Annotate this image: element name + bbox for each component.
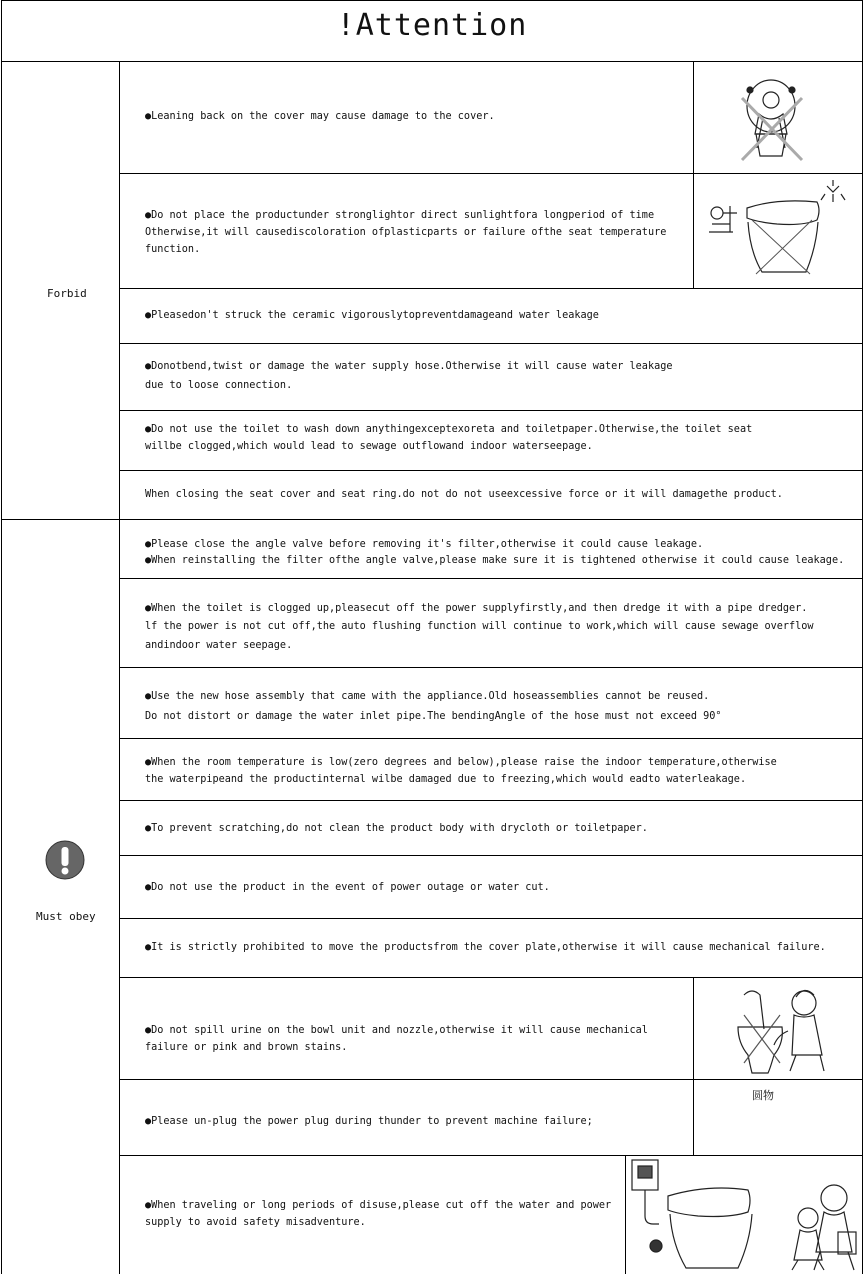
forbid-row-1-line-1: Otherwise,it will causediscoloration ofplasticparts or failure ofthe seat temperature <box>145 227 667 238</box>
image-column-divider <box>625 1155 626 1274</box>
section-divider <box>1 519 863 520</box>
obey-row-9-line-1: supply to avoid safety misadventure. <box>145 1217 366 1228</box>
forbid-row-divider <box>119 343 863 344</box>
forbid-row-divider <box>119 470 863 471</box>
obey-row-2-line-0: ●Use the new hose assembly that came with the appliance.Old hoseassemblies cannot be reused. <box>145 691 710 702</box>
obey-row-divider <box>119 578 863 579</box>
unplug-and-travel-illustration <box>628 1158 860 1272</box>
obey-row-0-line-0: ●Please close the angle valve before removing it's filter,otherwise it could cause leakage. <box>145 539 704 550</box>
forbid-row-5-line-0: When closing the seat cover and seat ring.do not do not useexcessive force or it will damagethe product. <box>145 489 783 500</box>
outer-left-border <box>1 0 2 1274</box>
obey-row-1-line-1: lf the power is not cut off,the auto flushing function will continue to work,which will cause sewage overflow <box>145 621 814 632</box>
obey-row-divider <box>119 1155 863 1156</box>
forbid-row-divider <box>119 410 863 411</box>
obey-row-divider <box>119 800 863 801</box>
title-divider <box>1 61 863 62</box>
obey-row-divider <box>119 738 863 739</box>
obey-row-2-line-1: Do not distort or damage the water inlet pipe.The bendingAngle of the hose must not exceed 90° <box>145 711 722 722</box>
forbid-row-1-line-0: ●Do not place the productunder stronglightor direct sunlightfora longperiod of time <box>145 210 655 221</box>
forbid-row-1-line-2: function. <box>145 244 201 255</box>
section-label-must-obey: Must obey <box>36 910 96 923</box>
exclamation-circle-icon <box>45 840 85 880</box>
obey-row-divider <box>119 1079 863 1080</box>
obey-row-divider <box>119 977 863 978</box>
sunlight-on-toilet-illustration <box>700 180 850 280</box>
obey-row-divider <box>119 855 863 856</box>
page-title: !Attention <box>336 8 528 43</box>
obey-row-divider <box>119 918 863 919</box>
obey-row-3-line-1: the waterpipeand the productinternal wilbe damaged due to freezing,which would eadto waterleakage. <box>145 774 747 785</box>
obey-row-4-line-0: ●To prevent scratching,do not clean the product body with drycloth or toiletpaper. <box>145 823 648 834</box>
top-border <box>1 0 863 1</box>
forbid-row-3-line-0: ●Donotbend,twist or damage the water supply hose.Otherwise it will cause water leakage <box>145 361 673 372</box>
forbid-row-divider <box>119 173 863 174</box>
obey-row-1-line-2: andindoor water seepage. <box>145 640 293 651</box>
forbid-row-divider <box>119 288 863 289</box>
obey-row-6-line-0: ●It is strictly prohibited to move the productsfrom the cover plate,otherwise it will cause mechanical failure. <box>145 942 826 953</box>
obey-row-8-line-0: ●Please un-plug the power plug during thunder to prevent machine failure; <box>145 1116 593 1127</box>
forbid-row-3-line-1: due to loose connection. <box>145 380 293 391</box>
outer-right-border <box>862 0 863 1274</box>
image-column-divider <box>693 61 694 288</box>
forbid-row-0-line-0: ●Leaning back on the cover may cause damage to the cover. <box>145 111 495 122</box>
forbid-row-4-line-0: ●Do not use the toilet to wash down anythingexceptexoreta and toiletpaper.Otherwise,the toilet seat <box>145 424 753 435</box>
obey-row-7-line-0: ●Do not spill urine on the bowl unit and nozzle,otherwise it will cause mechanical <box>145 1025 648 1036</box>
obey-row-5-line-0: ●Do not use the product in the event of power outage or water cut. <box>145 882 550 893</box>
obey-row-divider <box>119 667 863 668</box>
leaning-on-cover-illustration <box>732 78 810 168</box>
forbid-row-4-line-1: willbe clogged,which would lead to sewage outflowand indoor waterseepage. <box>145 441 593 452</box>
thunder-row-mark: 圆物 <box>752 1089 774 1102</box>
section-label-forbid: Forbid <box>47 287 87 300</box>
obey-row-7-line-1: failure or pink and brown stains. <box>145 1042 348 1053</box>
obey-row-3-line-0: ●When the room temperature is low(zero degrees and below),please raise the indoor temperature,otherwise <box>145 757 777 768</box>
obey-row-1-line-0: ●When the toilet is clogged up,pleasecut off the power supplyfirstly,and then dredge it with a pipe dredger. <box>145 603 808 614</box>
image-column-divider <box>693 977 694 1155</box>
obey-row-0-line-1: ●When reinstalling the filter ofthe angle valve,please make sure it is tightened otherwise it could cause leakage. <box>145 555 845 566</box>
urine-on-nozzle-illustration <box>724 985 834 1075</box>
forbid-row-2-line-0: ●Pleasedon't struck the ceramic vigorouslytopreventdamageand water leakage <box>145 310 599 321</box>
obey-row-9-line-0: ●When traveling or long periods of disuse,please cut off the water and power <box>145 1200 612 1211</box>
